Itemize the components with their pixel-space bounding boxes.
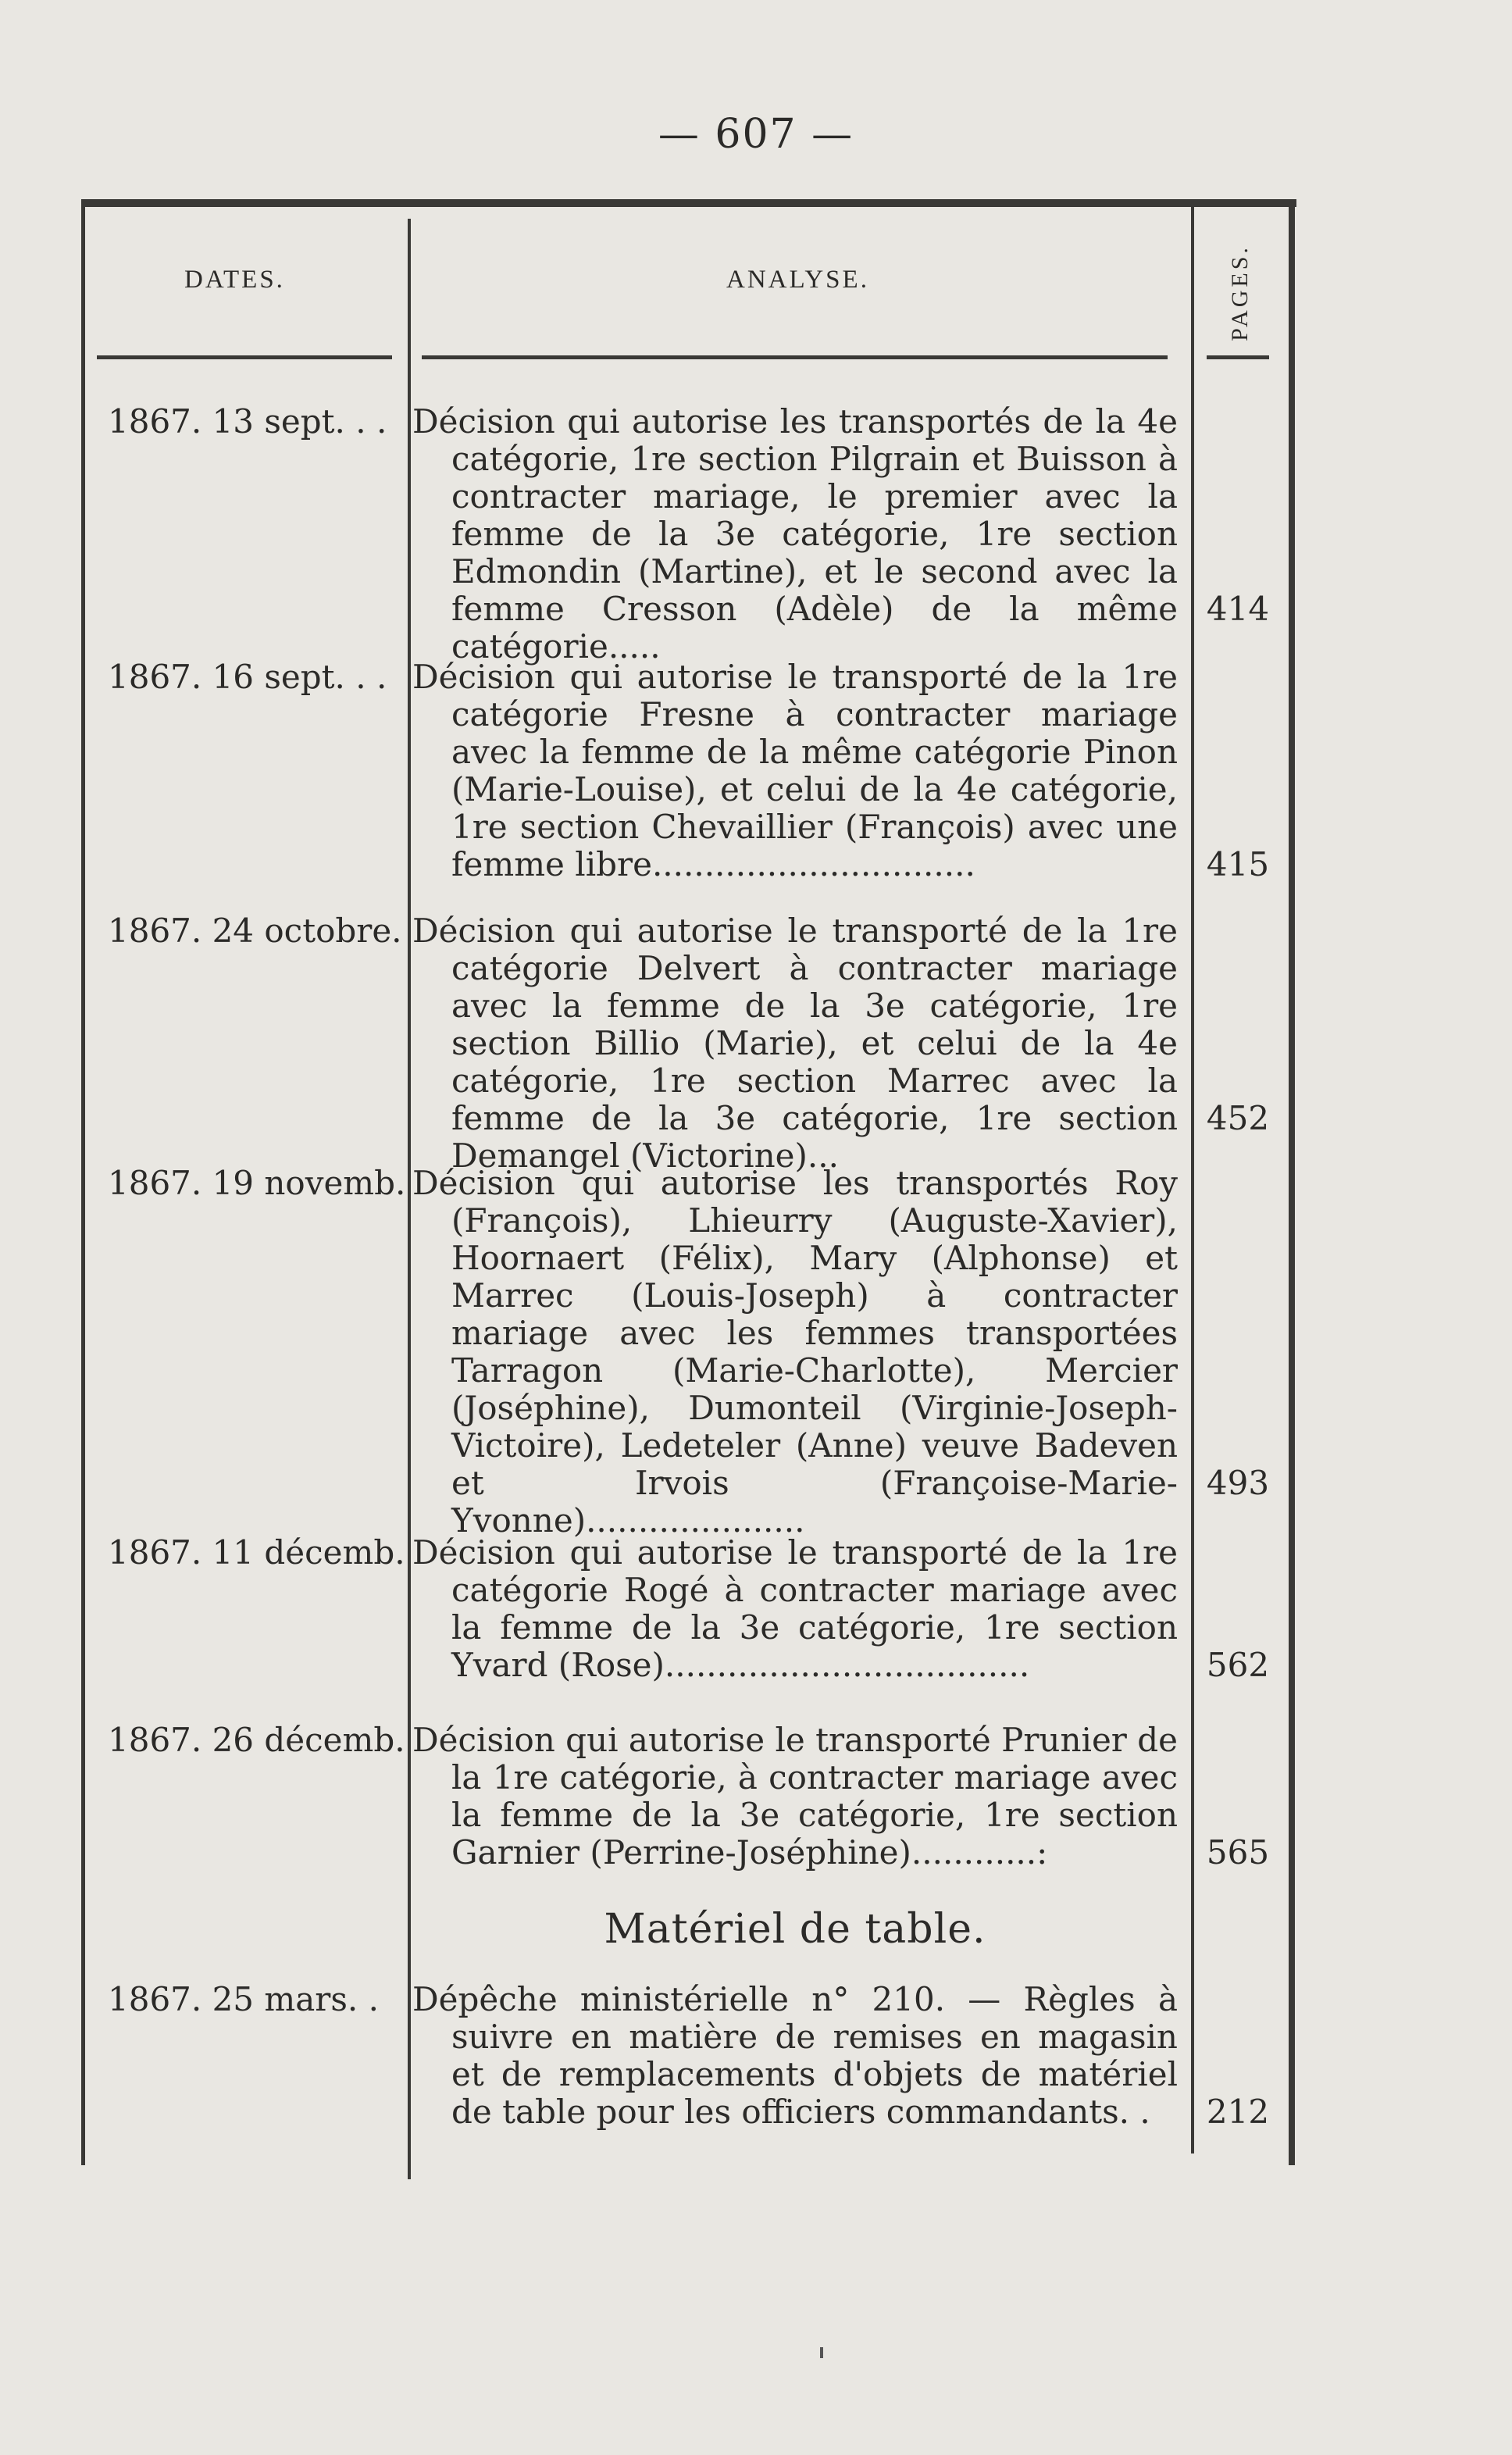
entry-date: 1867. 16 sept. . . <box>108 658 387 696</box>
entry-analysis: Décision qui autorise le transporté de la 1re catégorie Rogé à contracter mariage avec la femme de la 3e catégorie, 1re section Yvard (Rose)................................... <box>412 1533 1178 1684</box>
entry-analysis: Dépêche ministérielle n° 210. — Règles à suivre en matière de remises en magasin et de remplacements d'objets de matériel de table pour les officiers commandants. . <box>412 1980 1178 2131</box>
entry-page: 562 <box>1206 1646 1270 1684</box>
header-rule-dates <box>97 355 392 359</box>
entry-analysis: Décision qui autorise les transportés Roy (François), Lhieurry (Auguste-Xavier), Hoornaert (Félix), Mary (Alphonse) et Marrec (Louis-Joseph) à contracter mariage avec les femmes transportées Tarragon (Marie-Charlotte), Mercier (Joséphine), Dumonteil (Virginie-Joseph-Victoire), Ledeteler (Anne) veuve Badeven et Irvois (Françoise-Marie-Yvonne)..................... <box>412 1164 1178 1540</box>
header-analyse: ANALYSE. <box>726 266 869 294</box>
column-divider-pages <box>1191 205 1194 2153</box>
entry-page: 414 <box>1206 590 1270 628</box>
entry-date: 1867. 26 décemb. <box>108 1721 405 1759</box>
header-pages: PAGES. <box>1227 244 1253 341</box>
entry-page: 565 <box>1206 1833 1270 1872</box>
entry-analysis: Décision qui autorise le transporté de la 1re catégorie Delvert à contracter mariage avec la femme de la 3e catégorie, 1re section Billio (Marie), et celui de la 4e catégorie, 1re section Marrec avec la femme de la 3e catégorie, 1re section Demangel (Victorine)... <box>412 912 1178 1175</box>
section-title: Matériel de table. <box>604 1906 986 1953</box>
header-dates: DATES. <box>184 266 285 294</box>
table-left-border <box>81 205 85 2165</box>
entry-analysis: Décision qui autorise le transporté Prunier de la 1re catégorie, à contracter mariage avec la femme de la 3e catégorie, 1re section Garnier (Perrine-Joséphine)............: <box>412 1721 1178 1872</box>
column-divider-dates <box>408 219 411 2179</box>
table-top-rule <box>81 199 1296 207</box>
entry-page: 415 <box>1206 845 1270 883</box>
entry-page: 452 <box>1206 1099 1270 1137</box>
page-number: — 607 — <box>658 111 854 158</box>
entry-date: 1867. 25 mars. . <box>108 1980 379 2018</box>
entry-date: 1867. 13 sept. . . <box>108 402 387 441</box>
entry-analysis: Décision qui autorise le transporté de la 1re catégorie Fresne à contracter mariage avec la femme de la même catégorie Pinon (Marie-Louise), et celui de la 4e catégorie, 1re section Chevaillier (François) avec une femme libre............................... <box>412 658 1178 883</box>
entry-analysis: Décision qui autorise les transportés de la 4e catégorie, 1re section Pilgrain et Buisson à contracter mariage, le premier avec la femme de la 3e catégorie, 1re section Edmondin (Martine), et le second avec la femme Cresson (Adèle) de la même catégorie..... <box>412 402 1178 665</box>
entry-page: 493 <box>1206 1464 1270 1502</box>
entry-date: 1867. 11 décemb. <box>108 1533 405 1572</box>
entry-date: 1867. 24 octobre. <box>108 912 402 950</box>
paper-speck <box>820 2347 823 2358</box>
header-rule-analyse <box>422 355 1168 359</box>
entry-date: 1867. 19 novemb. <box>108 1164 406 1202</box>
entry-page: 212 <box>1206 2093 1270 2131</box>
header-rule-pages <box>1207 355 1269 359</box>
table-right-border <box>1289 205 1295 2165</box>
